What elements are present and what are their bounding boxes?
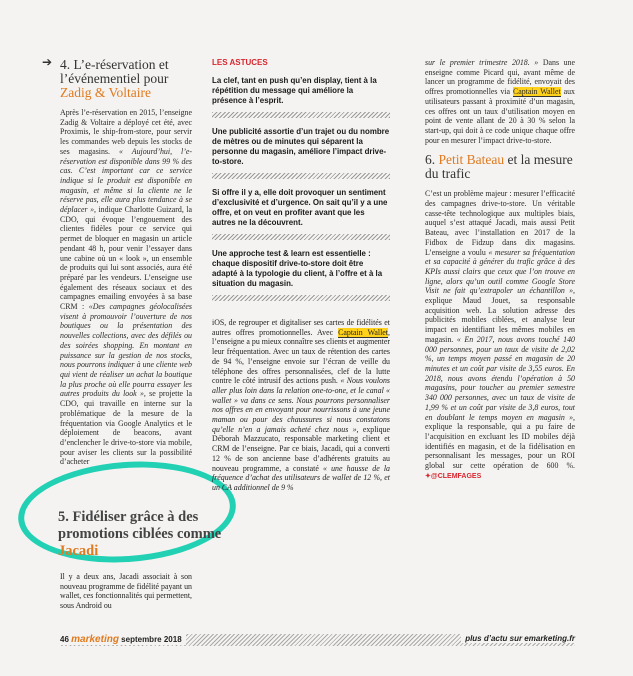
twitter-bird-icon: ✦ <box>425 472 431 480</box>
arrow-icon: ➔ <box>42 55 53 69</box>
section-4-heading: 4. L’e-réservation et l’événementiel pour Zadig & Voltaire <box>60 57 169 100</box>
footer-website[interactable]: plus d’actu sur emarketing.fr <box>461 634 575 643</box>
footer-left: 46 marketing septembre 2018 <box>60 634 186 645</box>
column-2-text: iOS, de regrouper et digitaliser ses cartes de fidélités et autres offres promotionnelles. Avec Captain Wallet, l’enseigne a pu mieux connaître ses clients et augmenter leur fréquentation. Avec un taux de rétention des cartes de 94 %, l’enseigne envoie sur l’écran de veille du téléphone des offres personnalisées, clef de la lutte contre le côté intrusif des actions push. « Nous voulons aller plus loin dans la relation one-to-one, et le canal « wallet » va dans ce sens. Nous pourrons personnaliser nos offres en en envoyant pour nourrissons à une jeune maman ou pour des chaussures si nous constatons qu’elle n’en a jamais acheté chez nous », explique Déborah Mazzucato, responsable marketing client et CRM de l’enseigne. Par ce biais, Jacadi, qui a converti 12 % de son ancienne base d’adhérents gratuits au nouveau programme, a constaté « une hausse de la fréquence d’achat des utilisateurs de wallet de 12 %, et un CA additionnel de 9 % <box>212 318 390 492</box>
column-1 <box>42 55 193 471</box>
paragraph: Après l’e-réservation en 2015, l’enseigne Zadig & Voltaire a déployé cet été, avec Proximis, le ship-from-store, pour servir les commandes web depuis les stocks de ses magasins. « Aujourd’hui, l’e-réservation est disponible dans 99 % des cas. C’est important car ce service indique si le produit est disponible en magasin, et même si la cliente ne le réserve pas, elle aura plus tendance à se déplacer », indique Charlotte Guizard, la CDO, qui évoque l’engouement des clientes fidèles pour ce service qui permet de bloquer en magasin un article pendant 48 h, pour venir l’essayer dans une cabine où un « look », un ensemble de produits qui lui sont associés, aura été préparé par les vendeurs. L’enseigne use également des réseaux sociaux et des campagnes emailing envoyées à sa base CRM : «Des campagnes géolocalisées visent à promouvoir l’ouverture de nos boutiques ou la présentation des nouvelles collections, avec des défilés ou des soirées shopping. En montant en puissance sur la gestion de nos stocks, nous pourrons indiquer à une cliente web qui vient de réaliser un achat la boutique la plus proche où elle pourra essayer les autres produits du look », se projette la CDO, qui travaille en interne sur la problématique de la mesure de la fréquentation via Google Analytics et le déploiement de beacons, avant d’enclencher le drive-to-store via mobile, pour aviser les clients sur la possibilité d’acheter <box>60 108 193 467</box>
section-5-heading: 5. Fidéliser grâce à des promotions ciblées comme Jacadi <box>58 509 222 560</box>
astuces-box <box>212 58 390 310</box>
column-1-bottom: Il y a deux ans, Jacadi associait à son nouveau programme de fidélité payant un wallet, ces fonctionnalités qui permettent, sous Android ou <box>60 572 192 611</box>
astuces-title: LES ASTUCES <box>212 58 268 67</box>
tip: Une approche test & learn est essentielle : chaque dispositif drive-to-store doit être adapté à la typologie du client, à l’offre et à la situation du magasin. <box>212 248 383 288</box>
divider <box>212 234 390 240</box>
tip: Si offre il y a, elle doit provoquer un sentiment d’exclusivité et d’urgence. On sait qu’il y a une offre, et on veut en profiter avant que les autres ne la découvrent. <box>212 187 388 227</box>
divider <box>212 173 390 179</box>
tip: Une publicité assortie d’un trajet ou du nombre de mètres ou de minutes qui séparent la personne du magasin, améliore l’impact drive-to-store. <box>212 126 390 166</box>
column-3: sur le premier trimestre 2018. » Dans une enseigne comme Picard qui, avant même de lancer un programme de fidélité, envoyait des offres promotionnelles via Captain Wallet aux utilisateurs passant à proximité d’un magasin, ces offres ont un taux d’utilisation moyen en point de vente allant de 20 à 30 % selon la start-up, qui doit à ce code unique chaque offre pour en mesurer l’impact drive-to-store. 6. Petit Bateau et la mesure du trafic C’est un problème majeur : mesurer l’efficacité des campagnes drive-to-store. Un véritable casse-tête technologique aux multiples biais, auquel s’est attaqué Jacadi, mais aussi Petit Bateau, avec l’installation en 2017 de la Fidbox de Fidzup dans dix magasins. L’enseigne a voulu « mesurer sa fréquentation et sa capacité à générer du trafic grâce à des KPIs aussi clairs que ceux que l’on trouve en ligne, alors qu’un outil comme Google Store Visit ne fait qu’extrapoler un échantillon », explique Maud Jouet, sa responsable acquisition web. La solution adresse des publicités mobiles ciblées, et analyse leur impact en identifiant les mêmes mobiles en magasin. « En 2017, nous avons touché 140 000 personnes, pour un taux de visite de 2,02 %, un temps moyen passé en magasin de 20 minutes et un coût par visite de 3,55 euros. En 2018, nous avons étendu l’opération à 50 magasins, pour toucher au premier semestre 340 000 personnes, avec un taux de visite de 1,99 % et un coût par visite de 3,8 euros, tout en doublant le temps moyen en magasin », explique la responsable, qui a pu faire de l’acquisition en excluant les ID mobiles déjà identifiés en magasin, et de la fidélisation en personnalisant les messages, pour un ROI global sur cette opération de 600 %. ✦@CLEMFAGES <box>425 58 576 480</box>
captain-wallet-highlight: Captain Wallet <box>512 87 561 97</box>
divider <box>212 295 390 301</box>
twitter-handle[interactable]: ✦@CLEMFAGES <box>425 472 482 480</box>
divider <box>212 112 390 118</box>
footer <box>60 634 575 646</box>
captain-wallet-highlight: Captain Wallet <box>338 327 388 337</box>
tip: La clef, tant en push qu’en display, tient à la répétition du message qui améliore la présence à l’esprit. <box>212 75 377 105</box>
section-6-heading: 6. Petit Bateau et la mesure du trafic <box>425 152 573 182</box>
